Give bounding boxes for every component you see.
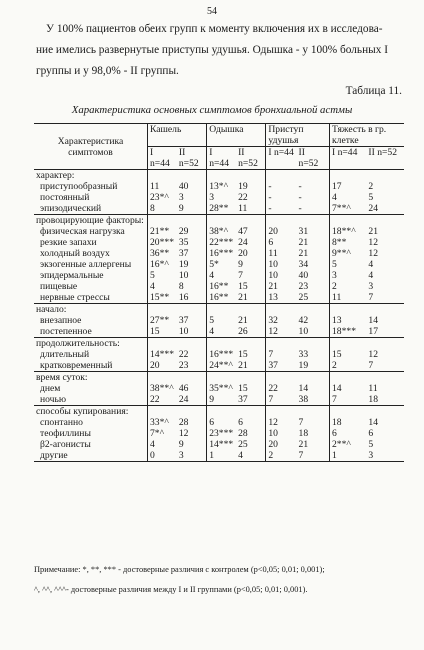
value-cell: 34	[298, 259, 309, 270]
row-label: физическая нагрузка	[40, 226, 125, 237]
empty-cell	[366, 304, 404, 316]
empty-cell	[266, 406, 297, 418]
subheader-cell: II n=52	[236, 147, 266, 170]
note-line: ^, ^^, ^^^- достоверные различия между I и II группами (р<0,05; 0,01; 0,001).	[34, 585, 308, 594]
value-cell: 11	[266, 248, 297, 259]
value-cell: 21	[298, 248, 309, 259]
value-cell: 38**^	[148, 383, 177, 394]
row-label: β2-агонисты	[40, 439, 91, 450]
value-cell: 33*^	[148, 417, 177, 428]
value-cell: 2	[368, 181, 374, 192]
value-cell: 4	[368, 259, 374, 270]
value-cell: 15	[148, 326, 177, 338]
value-cell: 13*^	[207, 181, 236, 192]
value-cell: 15**	[148, 292, 177, 304]
value-cell: 0	[148, 450, 177, 462]
empty-cell	[266, 372, 297, 384]
value-cell: 21	[238, 360, 248, 371]
empty-cell	[177, 170, 207, 182]
value-cell: 9	[178, 439, 184, 450]
empty-cell	[330, 304, 367, 316]
group-header: Тяжесть в гр. клетке	[330, 124, 405, 147]
value-cell: 24	[178, 394, 189, 405]
empty-cell	[207, 406, 236, 418]
value-cell: 7	[330, 394, 367, 406]
value-cell: 2	[330, 360, 367, 372]
empty-cell	[207, 372, 236, 384]
value-cell: 10	[266, 259, 297, 270]
value-cell: 38	[298, 394, 309, 405]
value-cell: 35**^	[207, 383, 236, 394]
value-cell: 5*	[207, 259, 236, 270]
table-row	[34, 292, 404, 304]
value-cell: 11	[238, 203, 248, 214]
value-cell: 21	[266, 281, 297, 292]
value-cell: 20	[148, 360, 177, 372]
value-cell: 8	[178, 281, 184, 292]
table-title: Характеристика основных симптомов бронхиальной астмы	[71, 104, 353, 116]
table-row	[34, 192, 404, 203]
table-label: Таблица 11.	[345, 85, 402, 97]
value-cell: 7	[266, 349, 297, 360]
table-row	[34, 281, 404, 292]
value-cell: 18**^	[330, 226, 367, 237]
value-cell: 12	[368, 248, 379, 259]
value-cell: -	[266, 192, 297, 203]
value-cell: 19	[298, 360, 309, 371]
row-label: приступообразный	[40, 181, 118, 192]
intro-paragraph	[36, 19, 404, 82]
value-cell: 38*^	[207, 226, 236, 237]
table-row	[34, 226, 404, 237]
value-cell: 14	[368, 417, 379, 428]
value-cell: 4	[368, 270, 374, 281]
table-row	[34, 270, 404, 281]
value-cell: 20	[266, 226, 297, 237]
section-title: характер:	[36, 170, 75, 181]
value-cell: 4	[330, 192, 367, 203]
value-cell: 21	[298, 439, 309, 450]
empty-cell	[148, 170, 177, 182]
empty-cell	[236, 304, 266, 316]
value-cell: 37	[178, 248, 189, 259]
section-header-row	[34, 215, 404, 227]
section-title: время суток:	[36, 372, 88, 383]
empty-cell	[297, 372, 330, 384]
table-row	[34, 394, 404, 406]
value-cell: 22	[178, 349, 189, 360]
value-cell: 18***	[330, 326, 367, 338]
symptoms-table	[34, 123, 404, 462]
value-cell: 18	[298, 428, 309, 439]
value-cell: 23*^	[148, 192, 177, 203]
value-cell: 20***	[148, 237, 177, 248]
value-cell: 17	[368, 326, 379, 337]
value-cell: 6	[368, 428, 374, 439]
row-label: холодный воздух	[40, 248, 110, 259]
value-cell: 6	[266, 237, 297, 248]
value-cell: 14	[298, 383, 309, 394]
value-cell: 23	[178, 360, 189, 371]
value-cell: 40	[298, 270, 309, 281]
section-header-row	[34, 372, 404, 384]
empty-cell	[330, 338, 367, 350]
value-cell: 35	[178, 237, 189, 248]
subheader-cell: I n=44	[266, 147, 297, 170]
section-header-row	[34, 304, 404, 316]
table-row	[34, 383, 404, 394]
value-cell: 2	[266, 450, 297, 462]
value-cell: 7*^	[148, 428, 177, 439]
table-row	[34, 360, 404, 372]
row-label: нервные стрессы	[40, 292, 110, 303]
page-number: 54	[207, 6, 217, 17]
subheader-cell: I n=44	[148, 147, 177, 170]
value-cell: 16*^	[148, 259, 177, 270]
value-cell: 37	[266, 360, 297, 372]
value-cell: 10	[266, 270, 297, 281]
value-cell: 10	[266, 428, 297, 439]
empty-cell	[366, 215, 404, 227]
empty-cell	[366, 170, 404, 182]
value-cell: 14***	[148, 349, 177, 360]
empty-cell	[266, 215, 297, 227]
value-cell: 18	[330, 417, 367, 428]
value-cell: 14	[368, 315, 379, 326]
value-cell: 47	[238, 226, 248, 237]
value-cell: 10	[178, 270, 189, 281]
value-cell: 7	[298, 450, 304, 461]
value-cell: 9	[178, 203, 184, 214]
empty-cell	[330, 215, 367, 227]
value-cell: 5	[368, 192, 374, 203]
value-cell: 7	[368, 360, 374, 371]
value-cell: 7	[298, 417, 304, 428]
empty-cell	[297, 338, 330, 350]
value-cell: 24	[238, 237, 248, 248]
value-cell: 28	[238, 428, 248, 439]
empty-cell	[297, 170, 330, 182]
value-cell: 17	[330, 181, 367, 192]
note-line: Примечание: *, **, *** - достоверные различия с контролем (р<0,05; 0,01; 0,001);	[34, 565, 325, 574]
value-cell: 20	[266, 439, 297, 450]
row-label: внезапное	[40, 315, 82, 326]
section-header-row	[34, 406, 404, 418]
empty-cell	[266, 338, 297, 350]
value-cell: 7**^	[330, 203, 367, 215]
value-cell: 21	[298, 237, 309, 248]
value-cell: 5	[207, 315, 236, 326]
value-cell: 20	[238, 248, 248, 259]
empty-cell	[148, 338, 177, 350]
value-cell: 37	[178, 315, 189, 326]
table-row	[34, 417, 404, 428]
group-header: Одышка	[207, 124, 266, 147]
row-label: эпидермальные	[40, 270, 104, 281]
value-cell: 16	[178, 292, 189, 303]
empty-cell	[236, 170, 266, 182]
section-title: начало:	[36, 304, 67, 315]
subheader-cell: II n=52	[366, 147, 404, 170]
value-cell: 23	[298, 281, 309, 292]
empty-cell	[366, 372, 404, 384]
value-cell: 15	[238, 281, 248, 292]
empty-cell	[177, 304, 207, 316]
value-cell: 5	[368, 439, 374, 450]
value-cell: 13	[330, 315, 367, 326]
table-row	[34, 315, 404, 326]
value-cell: 22***	[207, 237, 236, 248]
row-label: днем	[40, 383, 61, 394]
value-cell: 4	[207, 270, 236, 281]
empty-cell	[266, 304, 297, 316]
value-cell: -	[298, 192, 302, 203]
value-cell: 21	[238, 292, 248, 303]
value-cell: 22	[148, 394, 177, 406]
empty-cell	[236, 215, 266, 227]
table-row	[34, 259, 404, 270]
subheader-cell: I n=44	[330, 147, 367, 170]
row-label: спонтанно	[40, 417, 83, 428]
value-cell: 7	[238, 270, 243, 281]
value-cell: 40	[178, 181, 189, 192]
value-cell: 16***	[207, 349, 236, 360]
row-label: резкие запахи	[40, 237, 97, 248]
value-cell: 23***	[207, 428, 236, 439]
value-cell: 4	[207, 326, 236, 338]
value-cell: 36**	[148, 248, 177, 259]
empty-cell	[207, 215, 236, 227]
empty-cell	[236, 338, 266, 350]
value-cell: 6	[330, 428, 367, 439]
empty-cell	[297, 215, 330, 227]
section-title: способы купирования:	[36, 406, 129, 417]
row-label: пищевые	[40, 281, 78, 292]
table-row	[34, 349, 404, 360]
empty-cell	[177, 215, 207, 227]
value-cell: 11	[368, 383, 378, 394]
value-cell: 4	[148, 439, 177, 450]
value-cell: 7	[266, 394, 297, 406]
value-cell: 12	[368, 237, 379, 248]
value-cell: 12	[178, 428, 189, 439]
empty-cell	[366, 338, 404, 350]
row-label: теофиллины	[40, 428, 91, 439]
value-cell: 1	[330, 450, 367, 462]
value-cell: 16**	[207, 292, 236, 304]
value-cell: 15	[330, 349, 367, 360]
section-header-row	[34, 170, 404, 182]
value-cell: 16**	[207, 281, 236, 292]
row-label: длительный	[40, 349, 90, 360]
value-cell: 16***	[207, 248, 236, 259]
empty-cell	[330, 372, 367, 384]
value-cell: 13	[266, 292, 297, 304]
empty-cell	[177, 372, 207, 384]
value-cell: 3	[330, 270, 367, 281]
value-cell: 3	[178, 450, 184, 461]
value-cell: 11	[148, 181, 177, 192]
table-row	[34, 428, 404, 439]
value-cell: 15	[238, 383, 248, 394]
value-cell: 42	[298, 315, 309, 326]
empty-cell	[148, 215, 177, 227]
value-cell: 6	[238, 417, 243, 428]
value-cell: 14	[330, 383, 367, 394]
empty-cell	[236, 372, 266, 384]
value-cell: 9	[207, 394, 236, 406]
value-cell: 12	[368, 349, 379, 360]
value-cell: 8**	[330, 237, 367, 248]
empty-cell	[207, 170, 236, 182]
empty-cell	[330, 170, 367, 182]
value-cell: 19	[238, 181, 248, 192]
subheader-cell: I n=44	[207, 147, 236, 170]
row-label: ночью	[40, 394, 67, 405]
value-cell: 2	[330, 281, 367, 292]
value-cell: 5	[330, 259, 367, 270]
intro-line: У 100% пациентов обеих групп к моменту включения их в исследова-	[46, 23, 383, 35]
table-row	[34, 248, 404, 259]
subheader-cell: II n=52	[177, 147, 207, 170]
value-cell: 28**	[207, 203, 236, 215]
row-label: другие	[40, 450, 68, 461]
value-cell: 3	[368, 281, 374, 292]
value-cell: 6	[207, 417, 236, 428]
value-cell: 19	[178, 259, 189, 270]
value-cell: 27**	[148, 315, 177, 326]
empty-cell	[366, 406, 404, 418]
row-header: Характеристика симптомов	[57, 135, 124, 158]
value-cell: 4	[238, 450, 243, 461]
value-cell: 31	[298, 226, 309, 237]
group-header: Кашель	[148, 124, 207, 147]
value-cell: 9	[238, 259, 243, 270]
row-label: постоянный	[40, 192, 90, 203]
value-cell: 24	[368, 203, 379, 214]
row-label: кратковременный	[40, 360, 113, 371]
value-cell: 10	[178, 326, 189, 337]
empty-cell	[177, 338, 207, 350]
value-cell: -	[266, 203, 297, 215]
table-row	[34, 237, 404, 248]
value-cell: 22	[266, 383, 297, 394]
empty-cell	[148, 372, 177, 384]
subheader-cell: II n=52	[297, 147, 330, 170]
table-row	[34, 326, 404, 338]
value-cell: 21	[368, 226, 379, 237]
value-cell: 25	[238, 439, 248, 450]
table-note	[34, 560, 414, 600]
value-cell: 3	[207, 192, 236, 203]
empty-cell	[148, 406, 177, 418]
value-cell: -	[266, 181, 297, 192]
table-row	[34, 203, 404, 215]
value-cell: 32	[266, 315, 297, 326]
row-label: экзогенные аллергены	[40, 259, 132, 270]
value-cell: -	[298, 181, 302, 192]
value-cell: 9**^	[330, 248, 367, 259]
empty-cell	[236, 406, 266, 418]
table-row	[34, 181, 404, 192]
row-label: постепенное	[40, 326, 92, 337]
value-cell: 3	[178, 192, 184, 203]
value-cell: 11	[330, 292, 367, 304]
value-cell: 29	[178, 226, 189, 237]
intro-line: группы и у 98,0% - II группы.	[36, 65, 179, 77]
value-cell: 12	[266, 417, 297, 428]
empty-cell	[207, 304, 236, 316]
intro-line: ние имелись развернутые приступы удушья. Одышка - у 100% больных I	[36, 44, 388, 56]
value-cell: 10	[298, 326, 309, 337]
empty-cell	[148, 304, 177, 316]
value-cell: 33	[298, 349, 309, 360]
group-header: Приступ удушья	[266, 124, 330, 147]
empty-cell	[297, 406, 330, 418]
table-row	[34, 439, 404, 450]
value-cell: 28	[178, 417, 189, 428]
table-row	[34, 450, 404, 462]
value-cell: 8	[148, 203, 177, 215]
value-cell: 5	[148, 270, 177, 281]
value-cell: 1	[207, 450, 236, 462]
value-cell: 7	[368, 292, 374, 303]
value-cell: 22	[238, 192, 248, 203]
value-cell: 14***	[207, 439, 236, 450]
value-cell: 18	[368, 394, 379, 405]
row-label: эпизодический	[40, 203, 102, 214]
value-cell: 37	[238, 394, 248, 405]
value-cell: 15	[238, 349, 248, 360]
empty-cell	[266, 170, 297, 182]
value-cell: -	[298, 203, 302, 214]
value-cell: 25	[298, 292, 309, 303]
value-cell: 24**^	[207, 360, 236, 372]
value-cell: 21**	[148, 226, 177, 237]
empty-cell	[297, 304, 330, 316]
empty-cell	[330, 406, 367, 418]
section-header-row	[34, 338, 404, 350]
empty-cell	[177, 406, 207, 418]
section-title: провоцирующие факторы:	[36, 215, 144, 226]
value-cell: 2**^	[330, 439, 367, 450]
value-cell: 12	[266, 326, 297, 338]
section-title: продолжительность:	[36, 338, 120, 349]
value-cell: 26	[238, 326, 248, 337]
value-cell: 46	[178, 383, 189, 394]
value-cell: 21	[238, 315, 248, 326]
value-cell: 3	[368, 450, 374, 461]
value-cell: 4	[148, 281, 177, 292]
empty-cell	[207, 338, 236, 350]
